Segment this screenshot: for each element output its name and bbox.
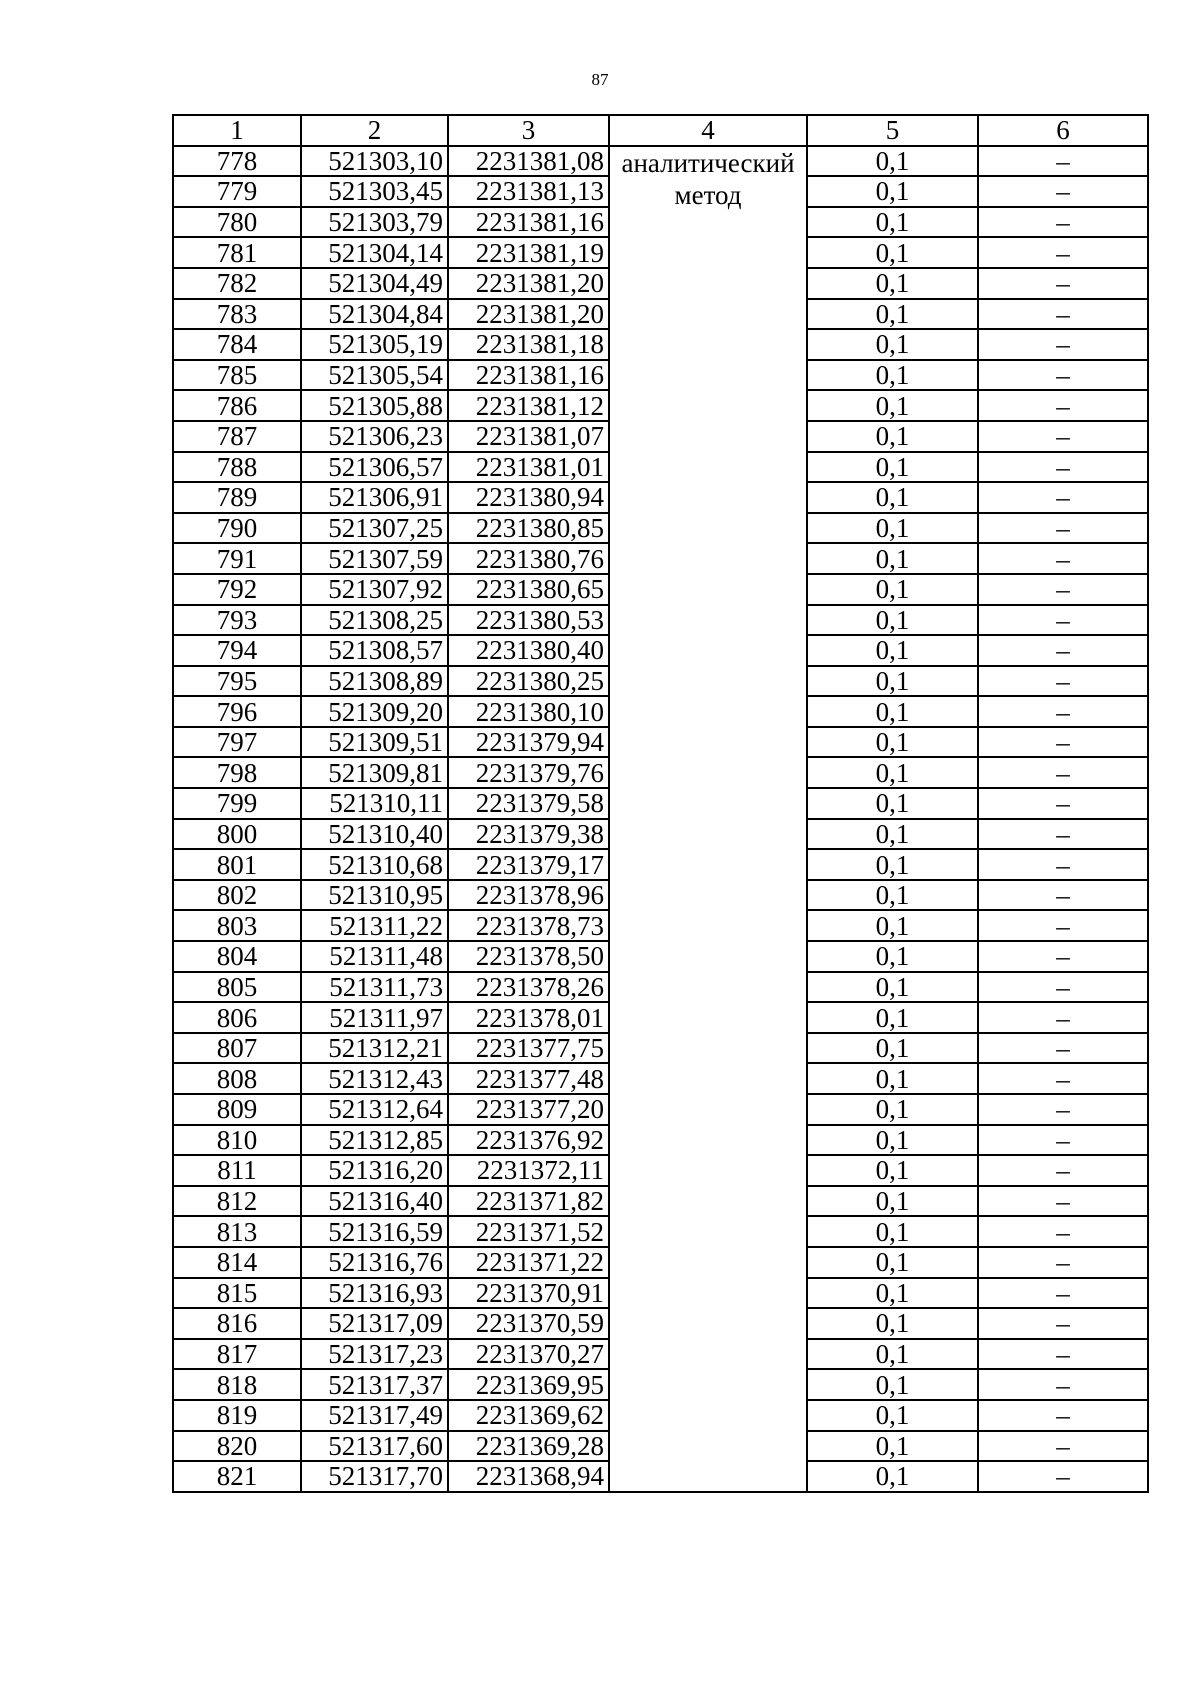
point-number-cell: 793 (173, 605, 301, 636)
y-coordinate-cell: 2231378,73 (448, 910, 609, 941)
x-coordinate-cell: 521308,25 (301, 605, 448, 636)
x-coordinate-cell: 521316,93 (301, 1278, 448, 1309)
accuracy-cell: 0,1 (807, 482, 978, 513)
note-cell: – (978, 1339, 1148, 1370)
y-coordinate-cell: 2231379,38 (448, 819, 609, 850)
accuracy-cell: 0,1 (807, 1186, 978, 1217)
x-coordinate-cell: 521317,70 (301, 1461, 448, 1492)
accuracy-cell: 0,1 (807, 727, 978, 758)
point-number-cell: 818 (173, 1369, 301, 1400)
note-cell: – (978, 941, 1148, 972)
accuracy-cell: 0,1 (807, 1216, 978, 1247)
note-cell: – (978, 1063, 1148, 1094)
accuracy-cell: 0,1 (807, 329, 978, 360)
y-coordinate-cell: 2231381,16 (448, 207, 609, 238)
table-row (173, 146, 1148, 177)
y-coordinate-cell: 2231381,19 (448, 237, 609, 268)
point-number-cell: 802 (173, 880, 301, 911)
header-cell: 2 (301, 115, 448, 146)
header-cell: 5 (807, 115, 978, 146)
point-number-cell: 808 (173, 1063, 301, 1094)
note-cell: – (978, 452, 1148, 483)
accuracy-cell: 0,1 (807, 1247, 978, 1278)
note-cell: – (978, 1278, 1148, 1309)
point-number-cell: 792 (173, 574, 301, 605)
note-cell: – (978, 543, 1148, 574)
x-coordinate-cell: 521307,25 (301, 513, 448, 544)
y-coordinate-cell: 2231381,13 (448, 176, 609, 207)
accuracy-cell: 0,1 (807, 1400, 978, 1431)
y-coordinate-cell: 2231368,94 (448, 1461, 609, 1492)
y-coordinate-cell: 2231380,65 (448, 574, 609, 605)
note-cell: – (978, 1216, 1148, 1247)
point-number-cell: 794 (173, 635, 301, 666)
note-cell: – (978, 666, 1148, 697)
accuracy-cell: 0,1 (807, 1369, 978, 1400)
x-coordinate-cell: 521316,59 (301, 1216, 448, 1247)
page-number: 87 (591, 70, 609, 89)
point-number-cell: 809 (173, 1094, 301, 1125)
note-cell: – (978, 299, 1148, 330)
x-coordinate-cell: 521304,84 (301, 299, 448, 330)
x-coordinate-cell: 521308,57 (301, 635, 448, 666)
y-coordinate-cell: 2231380,10 (448, 696, 609, 727)
y-coordinate-cell: 2231378,01 (448, 1002, 609, 1033)
point-number-cell: 791 (173, 543, 301, 574)
note-cell: – (978, 207, 1148, 238)
x-coordinate-cell: 521309,51 (301, 727, 448, 758)
note-cell: – (978, 1247, 1148, 1278)
y-coordinate-cell: 2231378,26 (448, 972, 609, 1003)
note-cell: – (978, 513, 1148, 544)
note-cell: – (978, 1369, 1148, 1400)
note-cell: – (978, 1461, 1148, 1492)
header-cell: 3 (448, 115, 609, 146)
y-coordinate-cell: 2231381,01 (448, 452, 609, 483)
accuracy-cell: 0,1 (807, 574, 978, 605)
point-number-cell: 813 (173, 1216, 301, 1247)
y-coordinate-cell: 2231377,20 (448, 1094, 609, 1125)
accuracy-cell: 0,1 (807, 1339, 978, 1370)
x-coordinate-cell: 521307,92 (301, 574, 448, 605)
note-cell: – (978, 788, 1148, 819)
note-cell: – (978, 880, 1148, 911)
point-number-cell: 811 (173, 1155, 301, 1186)
x-coordinate-cell: 521317,37 (301, 1369, 448, 1400)
note-cell: – (978, 1125, 1148, 1156)
accuracy-cell: 0,1 (807, 299, 978, 330)
point-number-cell: 812 (173, 1186, 301, 1217)
x-coordinate-cell: 521311,97 (301, 1002, 448, 1033)
x-coordinate-cell: 521317,23 (301, 1339, 448, 1370)
x-coordinate-cell: 521305,88 (301, 390, 448, 421)
accuracy-cell: 0,1 (807, 1002, 978, 1033)
y-coordinate-cell: 2231377,75 (448, 1033, 609, 1064)
accuracy-cell: 0,1 (807, 788, 978, 819)
point-number-cell: 817 (173, 1339, 301, 1370)
accuracy-cell: 0,1 (807, 1033, 978, 1064)
point-number-cell: 805 (173, 972, 301, 1003)
y-coordinate-cell: 2231371,22 (448, 1247, 609, 1278)
note-cell: – (978, 574, 1148, 605)
y-coordinate-cell: 2231381,12 (448, 390, 609, 421)
accuracy-cell: 0,1 (807, 757, 978, 788)
x-coordinate-cell: 521312,64 (301, 1094, 448, 1125)
note-cell: – (978, 605, 1148, 636)
accuracy-cell: 0,1 (807, 176, 978, 207)
accuracy-cell: 0,1 (807, 880, 978, 911)
point-number-cell: 781 (173, 237, 301, 268)
header-cell: 4 (609, 115, 807, 146)
note-cell: – (978, 819, 1148, 850)
accuracy-cell: 0,1 (807, 390, 978, 421)
x-coordinate-cell: 521312,85 (301, 1125, 448, 1156)
point-number-cell: 783 (173, 299, 301, 330)
y-coordinate-cell: 2231378,96 (448, 880, 609, 911)
note-cell: – (978, 635, 1148, 666)
header-cell: 6 (978, 115, 1148, 146)
note-cell: – (978, 1033, 1148, 1064)
x-coordinate-cell: 521310,68 (301, 849, 448, 880)
y-coordinate-cell: 2231381,18 (448, 329, 609, 360)
point-number-cell: 784 (173, 329, 301, 360)
accuracy-cell: 0,1 (807, 1278, 978, 1309)
point-number-cell: 814 (173, 1247, 301, 1278)
note-cell: – (978, 727, 1148, 758)
note-cell: – (978, 482, 1148, 513)
header-cell: 1 (173, 115, 301, 146)
accuracy-cell: 0,1 (807, 1063, 978, 1094)
point-number-cell: 820 (173, 1431, 301, 1462)
note-cell: – (978, 910, 1148, 941)
y-coordinate-cell: 2231381,08 (448, 146, 609, 177)
method-cell: аналитический метод (609, 146, 807, 1492)
x-coordinate-cell: 521305,54 (301, 360, 448, 391)
y-coordinate-cell: 2231369,62 (448, 1400, 609, 1431)
x-coordinate-cell: 521308,89 (301, 666, 448, 697)
y-coordinate-cell: 2231377,48 (448, 1063, 609, 1094)
point-number-cell: 795 (173, 666, 301, 697)
point-number-cell: 779 (173, 176, 301, 207)
y-coordinate-cell: 2231378,50 (448, 941, 609, 972)
accuracy-cell: 0,1 (807, 207, 978, 238)
point-number-cell: 804 (173, 941, 301, 972)
x-coordinate-cell: 521317,09 (301, 1308, 448, 1339)
note-cell: – (978, 390, 1148, 421)
accuracy-cell: 0,1 (807, 1094, 978, 1125)
note-cell: – (978, 237, 1148, 268)
y-coordinate-cell: 2231372,11 (448, 1155, 609, 1186)
y-coordinate-cell: 2231380,53 (448, 605, 609, 636)
x-coordinate-cell: 521307,59 (301, 543, 448, 574)
note-cell: – (978, 696, 1148, 727)
accuracy-cell: 0,1 (807, 452, 978, 483)
note-cell: – (978, 176, 1148, 207)
y-coordinate-cell: 2231370,91 (448, 1278, 609, 1309)
accuracy-cell: 0,1 (807, 421, 978, 452)
y-coordinate-cell: 2231370,27 (448, 1339, 609, 1370)
accuracy-cell: 0,1 (807, 360, 978, 391)
y-coordinate-cell: 2231379,94 (448, 727, 609, 758)
point-number-cell: 819 (173, 1400, 301, 1431)
note-cell: – (978, 1431, 1148, 1462)
point-number-cell: 785 (173, 360, 301, 391)
note-cell: – (978, 329, 1148, 360)
x-coordinate-cell: 521317,60 (301, 1431, 448, 1462)
x-coordinate-cell: 521306,91 (301, 482, 448, 513)
point-number-cell: 782 (173, 268, 301, 299)
point-number-cell: 807 (173, 1033, 301, 1064)
note-cell: – (978, 757, 1148, 788)
accuracy-cell: 0,1 (807, 972, 978, 1003)
x-coordinate-cell: 521304,49 (301, 268, 448, 299)
point-number-cell: 806 (173, 1002, 301, 1033)
accuracy-cell: 0,1 (807, 1461, 978, 1492)
accuracy-cell: 0,1 (807, 513, 978, 544)
y-coordinate-cell: 2231379,76 (448, 757, 609, 788)
y-coordinate-cell: 2231380,85 (448, 513, 609, 544)
x-coordinate-cell: 521306,57 (301, 452, 448, 483)
accuracy-cell: 0,1 (807, 941, 978, 972)
point-number-cell: 815 (173, 1278, 301, 1309)
y-coordinate-cell: 2231379,17 (448, 849, 609, 880)
accuracy-cell: 0,1 (807, 1125, 978, 1156)
x-coordinate-cell: 521303,45 (301, 176, 448, 207)
y-coordinate-cell: 2231380,40 (448, 635, 609, 666)
note-cell: – (978, 360, 1148, 391)
point-number-cell: 816 (173, 1308, 301, 1339)
accuracy-cell: 0,1 (807, 1155, 978, 1186)
y-coordinate-cell: 2231371,82 (448, 1186, 609, 1217)
note-cell: – (978, 1186, 1148, 1217)
x-coordinate-cell: 521309,20 (301, 696, 448, 727)
point-number-cell: 821 (173, 1461, 301, 1492)
x-coordinate-cell: 521303,10 (301, 146, 448, 177)
x-coordinate-cell: 521310,40 (301, 819, 448, 850)
accuracy-cell: 0,1 (807, 819, 978, 850)
y-coordinate-cell: 2231370,59 (448, 1308, 609, 1339)
point-number-cell: 797 (173, 727, 301, 758)
y-coordinate-cell: 2231381,16 (448, 360, 609, 391)
x-coordinate-cell: 521310,95 (301, 880, 448, 911)
accuracy-cell: 0,1 (807, 1431, 978, 1462)
point-number-cell: 803 (173, 910, 301, 941)
accuracy-cell: 0,1 (807, 666, 978, 697)
y-coordinate-cell: 2231380,94 (448, 482, 609, 513)
accuracy-cell: 0,1 (807, 237, 978, 268)
note-cell: – (978, 421, 1148, 452)
accuracy-cell: 0,1 (807, 268, 978, 299)
x-coordinate-cell: 521306,23 (301, 421, 448, 452)
x-coordinate-cell: 521311,22 (301, 910, 448, 941)
x-coordinate-cell: 521316,76 (301, 1247, 448, 1278)
point-number-cell: 798 (173, 757, 301, 788)
accuracy-cell: 0,1 (807, 635, 978, 666)
x-coordinate-cell: 521312,21 (301, 1033, 448, 1064)
accuracy-cell: 0,1 (807, 849, 978, 880)
point-number-cell: 787 (173, 421, 301, 452)
note-cell: – (978, 146, 1148, 177)
note-cell: – (978, 1400, 1148, 1431)
x-coordinate-cell: 521312,43 (301, 1063, 448, 1094)
y-coordinate-cell: 2231380,25 (448, 666, 609, 697)
point-number-cell: 778 (173, 146, 301, 177)
note-cell: – (978, 1155, 1148, 1186)
note-cell: – (978, 268, 1148, 299)
point-number-cell: 786 (173, 390, 301, 421)
y-coordinate-cell: 2231376,92 (448, 1125, 609, 1156)
note-cell: – (978, 972, 1148, 1003)
point-number-cell: 800 (173, 819, 301, 850)
x-coordinate-cell: 521311,48 (301, 941, 448, 972)
x-coordinate-cell: 521303,79 (301, 207, 448, 238)
x-coordinate-cell: 521311,73 (301, 972, 448, 1003)
note-cell: – (978, 849, 1148, 880)
y-coordinate-cell: 2231381,07 (448, 421, 609, 452)
point-number-cell: 789 (173, 482, 301, 513)
x-coordinate-cell: 521304,14 (301, 237, 448, 268)
point-number-cell: 780 (173, 207, 301, 238)
y-coordinate-cell: 2231381,20 (448, 268, 609, 299)
note-cell: – (978, 1002, 1148, 1033)
x-coordinate-cell: 521310,11 (301, 788, 448, 819)
y-coordinate-cell: 2231379,58 (448, 788, 609, 819)
note-cell: – (978, 1094, 1148, 1125)
point-number-cell: 810 (173, 1125, 301, 1156)
accuracy-cell: 0,1 (807, 543, 978, 574)
y-coordinate-cell: 2231371,52 (448, 1216, 609, 1247)
x-coordinate-cell: 521317,49 (301, 1400, 448, 1431)
accuracy-cell: 0,1 (807, 1308, 978, 1339)
accuracy-cell: 0,1 (807, 696, 978, 727)
point-number-cell: 801 (173, 849, 301, 880)
header-row (173, 115, 1148, 146)
point-number-cell: 790 (173, 513, 301, 544)
point-number-cell: 788 (173, 452, 301, 483)
accuracy-cell: 0,1 (807, 605, 978, 636)
x-coordinate-cell: 521316,20 (301, 1155, 448, 1186)
coordinates-table (172, 114, 1149, 1493)
table-body (173, 146, 1148, 1492)
x-coordinate-cell: 521305,19 (301, 329, 448, 360)
y-coordinate-cell: 2231381,20 (448, 299, 609, 330)
note-cell: – (978, 1308, 1148, 1339)
point-number-cell: 799 (173, 788, 301, 819)
y-coordinate-cell: 2231369,28 (448, 1431, 609, 1462)
x-coordinate-cell: 521316,40 (301, 1186, 448, 1217)
y-coordinate-cell: 2231380,76 (448, 543, 609, 574)
y-coordinate-cell: 2231369,95 (448, 1369, 609, 1400)
accuracy-cell: 0,1 (807, 146, 978, 177)
x-coordinate-cell: 521309,81 (301, 757, 448, 788)
point-number-cell: 796 (173, 696, 301, 727)
accuracy-cell: 0,1 (807, 910, 978, 941)
